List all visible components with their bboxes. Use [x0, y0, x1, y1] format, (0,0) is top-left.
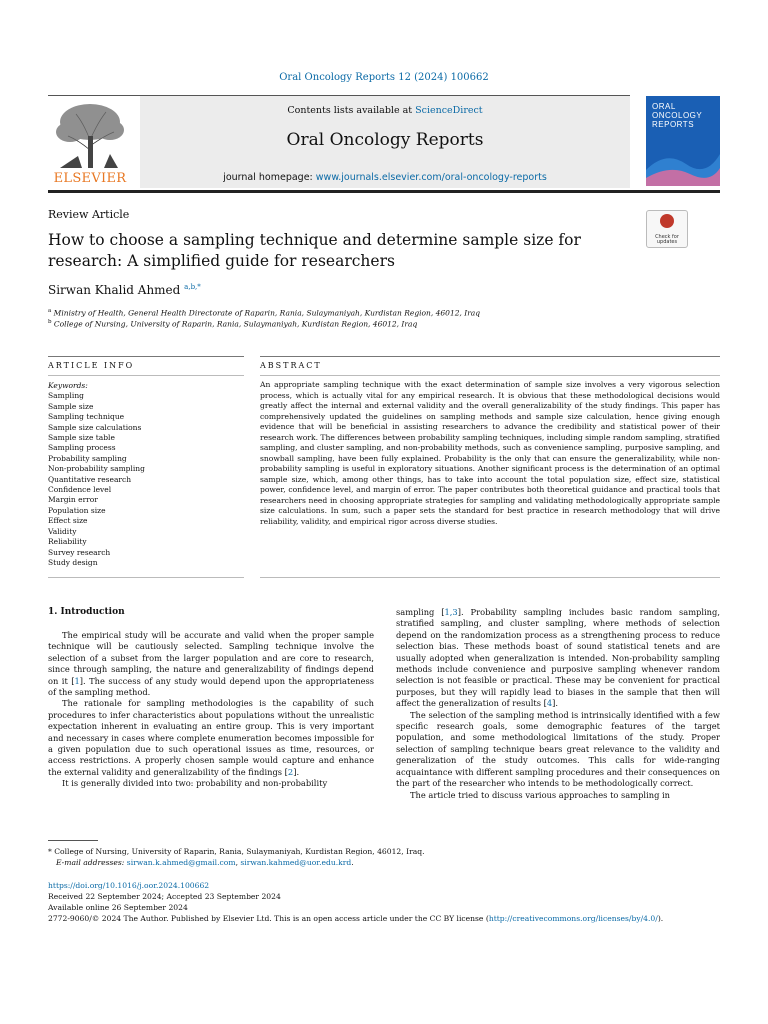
keyword-item[interactable]: Confidence level: [48, 485, 112, 495]
article-metadata: [48, 880, 728, 924]
contents-prefix: Contents lists available at: [287, 105, 416, 116]
check-updates-label: Check for updates: [655, 234, 679, 245]
paragraph: [48, 630, 374, 698]
keyword-item[interactable]: Sample size: [48, 401, 94, 411]
footnote-email-line: E-mail addresses: sirwan.k.ahmed@gmail.com, sirwan.kahmed@uor.edu.krd.: [56, 858, 354, 867]
check-updates-icon: [660, 214, 674, 228]
paragraph-text: ].: [552, 698, 559, 709]
keywords-label: Keywords:: [48, 381, 88, 390]
cover-art: [646, 140, 720, 186]
section-heading: 1. Introduction: [48, 607, 125, 617]
keyword-item[interactable]: Margin error: [48, 495, 98, 505]
doi-link[interactable]: https://doi.org/10.1016/j.oor.2024.100662: [48, 881, 210, 890]
cover-title: [652, 102, 702, 129]
paragraph-text: ].: [293, 766, 300, 777]
email-label: E-mail addresses:: [56, 858, 125, 867]
keyword-item[interactable]: Reliability: [48, 537, 87, 547]
affiliation-a-text: Ministry of Health, General Health Directorate of Raparin, Rania, Sulaymaniyah, Kurdistan Region, 46012, Iraq: [53, 308, 481, 318]
abstract-text: An appropriate sampling technique with the exact determination of sample size involves a very vigorous selection process, which is actually vital for any empirical research. It is obvious that these methodological decisions would greatly affect the internal and external validity and the overall generalizability of the study findings. This paper has comprehensively updated the guidelines on sampling methods and sample size calculation, hence giving enough evidence that will be beneficial in assisting researchers to advance the credibility and statistical power of their research work. The differences between probability sampling techniques, including simple random sampling, stratified sampling, and cluster sampling, and non-probability methods, such as convenience sampling, purposive sampling, and snowball sampling, have been fully explained. Probability is the only that can ensure the generalizability, while non-probability sampling is useful in exploratory situations. Another significant process is the determination of an optimal sample size, which, among other things, has to take into account the total population size, effect size, statistical power, confidence level, and margin of error. The paper contributes both theoretical guidance and practical tools that researchers need in choosing appropriate strategies for sampling and validating methodologically appropriate sample size calculations. In sum, such a paper sets the standard for best practice in research methodology that will drive reliability, validity, and empirical rigor across diverse studies.: [260, 380, 720, 526]
affiliation-a: [48, 308, 480, 318]
keyword-item[interactable]: Sampling process: [48, 443, 116, 453]
paragraph: The selection of the sampling method is intrinsically identified with a few specific research goals, some demographic features of the target population, and some methodological limitations of the study. Proper selection of sampling technique bears great relevance to the validity and generalization of the study outcomes. This calls for wide-ranging acquaintance with different sampling procedures and their consequences on the part of the researcher who intends to be methodologically correct.: [396, 709, 720, 789]
keyword-item[interactable]: Validity: [48, 526, 77, 536]
online-date: Available online 26 September 2024: [48, 903, 188, 912]
affiliation-a-mark: a: [48, 308, 52, 314]
paragraph-text: The empirical study will be accurate and valid when the proper sample technique will be cautiously selected. Sampling technique involve the selection of a subset from the larger population and are core to research, since through sampling, the nature and generalizability of findings depend on it [: [48, 630, 374, 686]
info-heading-rule: [48, 375, 244, 376]
license-suffix: ).: [657, 914, 664, 923]
cover-text-1: ORAL: [652, 102, 676, 111]
keyword-item[interactable]: Non-probability sampling: [48, 464, 145, 474]
header-bottom-rule: [48, 190, 720, 193]
keyword-item[interactable]: Study design: [48, 557, 98, 567]
article-type: Review Article: [48, 208, 130, 221]
keywords-list: [48, 381, 244, 568]
footnote-address: College of Nursing, University of Raparin, Rania, Sulaymaniyah, Kurdistan Region, 46012, Iraq.: [54, 847, 425, 856]
paragraph: [48, 698, 374, 778]
affiliation-b-mark: b: [48, 319, 52, 325]
author-line: [48, 283, 201, 297]
keyword-item[interactable]: Effect size: [48, 516, 88, 526]
license-line: [48, 913, 728, 924]
abstract-heading-rule: [260, 375, 720, 376]
paragraph-text: ]. The success of any study would depend upon the appropriateness of the sampling method.: [48, 675, 374, 698]
affiliation-b: [48, 319, 417, 329]
keyword-item[interactable]: Quantitative research: [48, 474, 132, 484]
footnote-address-line: [48, 846, 720, 857]
keyword-item[interactable]: Survey research: [48, 547, 111, 557]
sciencedirect-link[interactable]: ScienceDirect: [415, 105, 483, 116]
abstract-bottom-rule: [260, 577, 720, 578]
keyword-item[interactable]: Sample size table: [48, 433, 115, 443]
license-text: 2772-9060/© 2024 The Author. Published by Elsevier Ltd. This is an open access article under the CC BY license (: [48, 914, 489, 923]
keyword-item[interactable]: Sampling: [48, 391, 84, 401]
paragraph-text: The rationale for sampling methodologies is the capability of such procedures to infer characteristics about populations without the unrealistic expectation inherent in evaluating an entire group. This is very important and necessary in cases where complete enumeration becomes impossible for a given population due to such operational issues as time, resources, or access restrictions. A properly chosen sample would capture and enhance the external validity and generalizability of the findings [: [48, 698, 374, 777]
paragraph: [396, 607, 720, 710]
homepage-link[interactable]: www.journals.elsevier.com/oral-oncology-reports: [315, 172, 547, 183]
paragraph: The article tried to discuss various approaches to sampling in: [410, 789, 671, 800]
keyword-item[interactable]: Sampling technique: [48, 412, 125, 422]
body-column-right: [396, 607, 720, 801]
homepage-line: [140, 172, 630, 183]
author-affiliation-marks[interactable]: a,b,*: [184, 283, 201, 291]
body-column-left: [48, 630, 374, 790]
keyword-item[interactable]: Sample size calculations: [48, 422, 142, 432]
check-for-updates-button[interactable]: [646, 210, 688, 248]
journal-citation[interactable]: Oral Oncology Reports 12 (2024) 100662: [279, 72, 489, 83]
contents-line: [140, 105, 630, 116]
author-name[interactable]: Sirwan Khalid Ahmed: [48, 283, 181, 297]
article-info-heading: ARTICLE INFO: [48, 361, 135, 370]
keyword-item[interactable]: Probability sampling: [48, 453, 127, 463]
info-bottom-rule: [48, 577, 244, 578]
affiliation-b-text: College of Nursing, University of Raparin, Rania, Sulaymaniyah, Kurdistan Region, 46012, Iraq: [53, 319, 418, 329]
keyword-item[interactable]: Population size: [48, 505, 106, 515]
cover-text-2: ONCOLOGY: [652, 111, 703, 120]
info-top-rule: [48, 356, 244, 357]
footnote-mark: *: [48, 847, 52, 856]
publisher-wordmark[interactable]: ELSEVIER: [53, 171, 127, 186]
license-link[interactable]: http://creativecommons.org/licenses/by/4.0/: [488, 914, 658, 923]
citation-link[interactable]: 1: [74, 675, 80, 686]
paragraph-text: ]. Probability sampling includes basic random sampling, stratified sampling, and cluster sampling, where methods of selection depend on the randomization process as a strengthening process to reduce selection bias. These methods boast of sound statistical tenets and are usually adopted when generalization is intended. Non-probability sampling methods include convenience and purposive sampling whenever random selection is not feasible or practical. These may be convenient for practical purposes, but they will rapidly lead to biases in the sample that then will affect the generalization of results [: [396, 607, 720, 709]
journal-cover-thumbnail[interactable]: [646, 96, 720, 186]
paragraph-text: sampling [: [396, 607, 445, 617]
received-dates: Received 22 September 2024; Accepted 23 September 2024: [48, 892, 281, 901]
citation-link[interactable]: 2: [287, 766, 294, 777]
citation-link[interactable]: 1,3: [444, 607, 458, 617]
homepage-prefix: journal homepage:: [223, 172, 316, 183]
abstract-top-rule: [260, 356, 720, 357]
footnote-rule: [48, 840, 98, 841]
cover-text-3: REPORTS: [652, 120, 695, 129]
corresponding-author-footnote: [48, 846, 720, 868]
citation-link[interactable]: 4: [546, 698, 553, 709]
journal-title: Oral Oncology Reports: [286, 130, 484, 150]
abstract-heading: ABSTRACT: [260, 361, 322, 370]
article-title: How to choose a sampling technique and determine sample size for research: A simplified guide for researchers: [48, 231, 581, 270]
email-link[interactable]: sirwan.kahmed@uor.edu.krd: [240, 858, 352, 867]
email-link[interactable]: sirwan.k.ahmed@gmail.com: [126, 858, 236, 867]
paragraph: It is generally divided into two: probability and non-probability: [62, 778, 328, 789]
